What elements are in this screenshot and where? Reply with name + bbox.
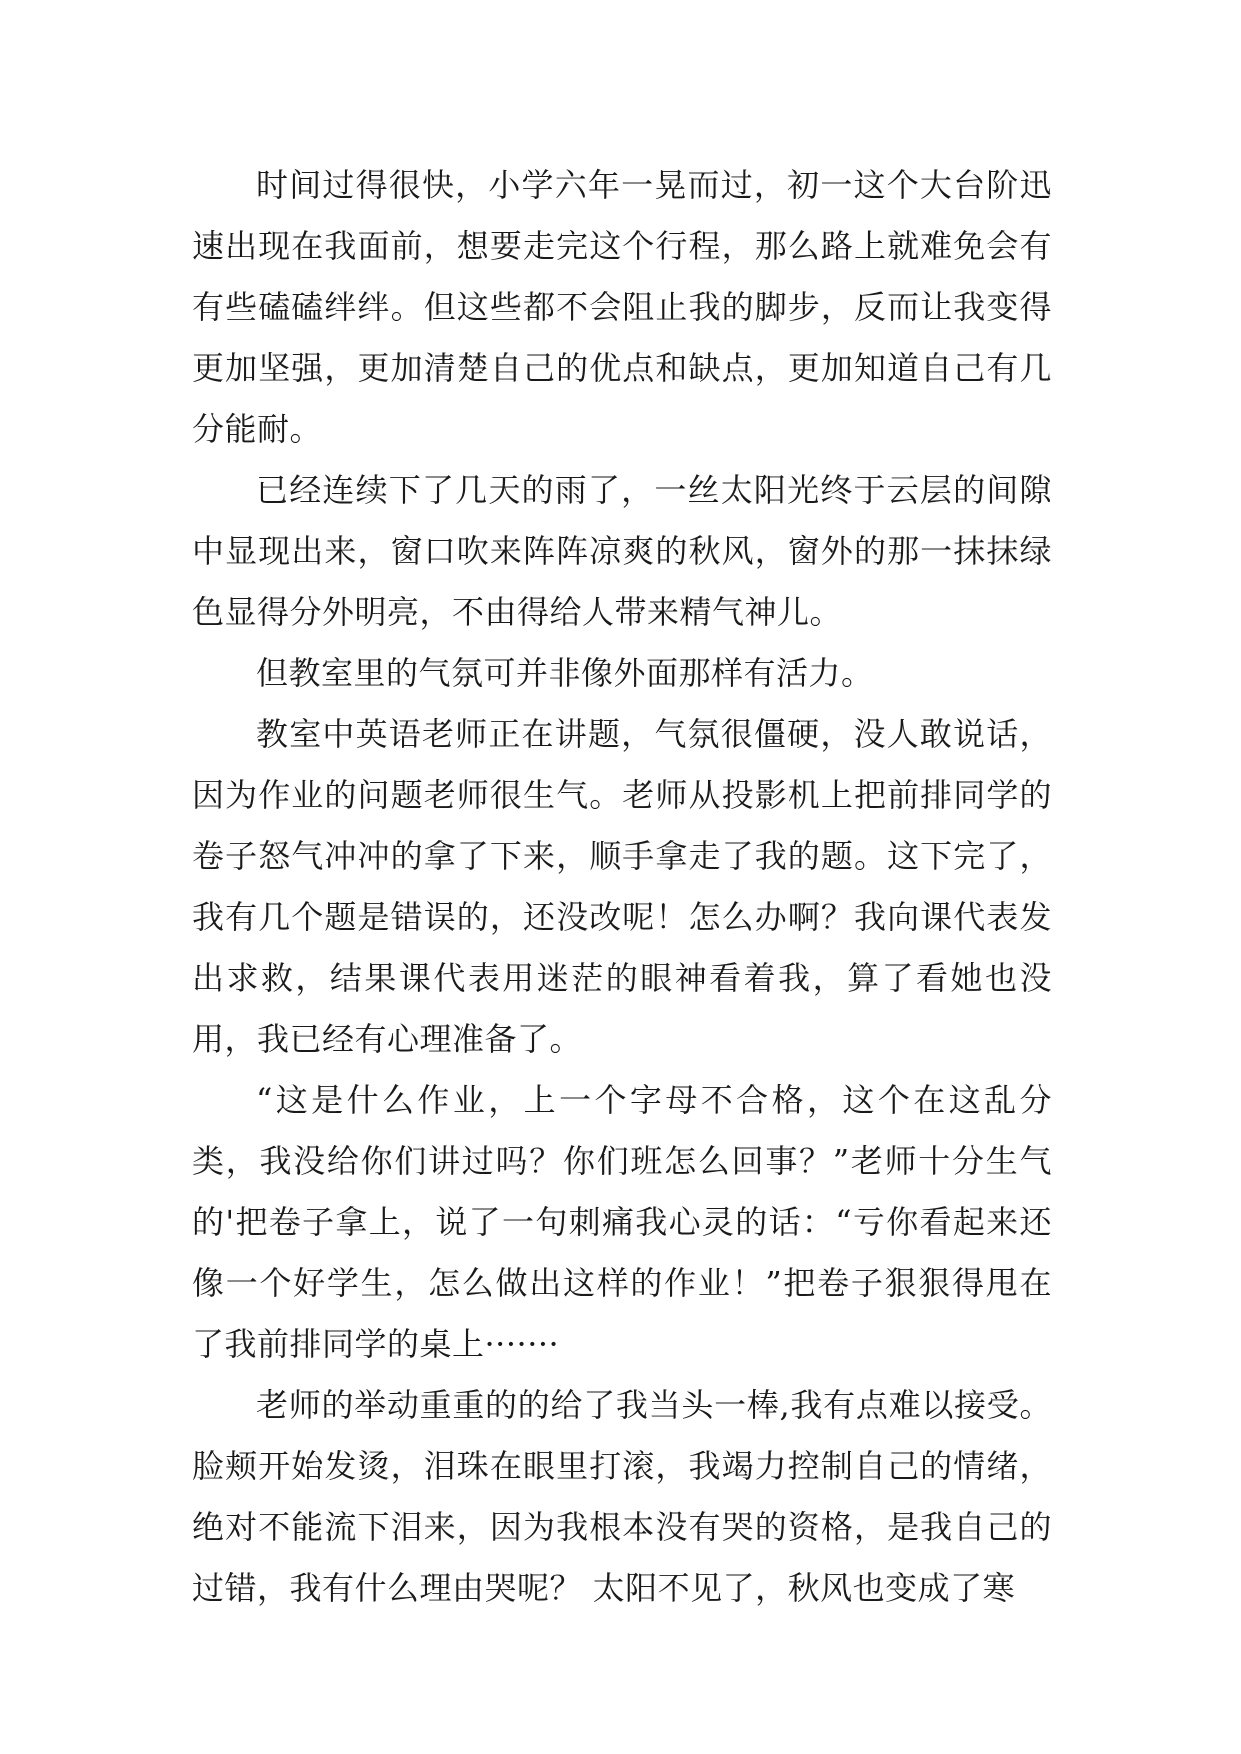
paragraph-3: 但教室里的气氛可并非像外面那样有活力。: [256, 654, 874, 692]
document-body: [192, 155, 1052, 1619]
paragraph-2: 已经连续下了几天的雨了，一丝太阳光终于云层的间隙中显现出来，窗口吹来阵阵凉爽的秋风，窗外的那一抹抹绿色显得分外明亮，不由得给人带来精气神儿。: [192, 471, 1052, 631]
paragraph-4: 教室中英语老师正在讲题，气氛很僵硬，没人敢说话，因为作业的问题老师很生气。老师从投影机上把前排同学的卷子怒气冲冲的拿了下来，顺手拿走了我的题。这下完了，我有几个题是错误的，还没改呢！怎么办啊？我向课代表发出求救，结果课代表用迷茫的眼神看着我，算了看她也没用，我已经有心理准备了。: [192, 715, 1052, 1058]
paragraph-5: “这是什么作业，上一个字母不合格，这个在这乱分类，我没给你们讲过吗？你们班怎么回事？”老师十分生气的'把卷子拿上，说了一句刺痛我心灵的话：“亏你看起来还像一个好学生，怎么做出这样的作业！”把卷子狠狠得甩在了我前排同学的桌上·······: [192, 1081, 1052, 1363]
paragraph-1: 时间过得很快，小学六年一晃而过，初一这个大台阶迅速出现在我面前，想要走完这个行程，那么路上就难免会有有些磕磕绊绊。但这些都不会阻止我的脚步，反而让我变得更加坚强，更加清楚自己的优点和缺点，更加知道自己有几分能耐。: [192, 166, 1052, 448]
paragraph-6: 老师的举动重重的的给了我当头一棒,我有点难以接受。脸颊开始发烫，泪珠在眼里打滚，我竭力控制自己的情绪，绝对不能流下泪来，因为我根本没有哭的资格，是我自己的过错，我有什么理由哭呢？ 太阳不见了，秋风也变成了寒: [192, 1386, 1052, 1607]
